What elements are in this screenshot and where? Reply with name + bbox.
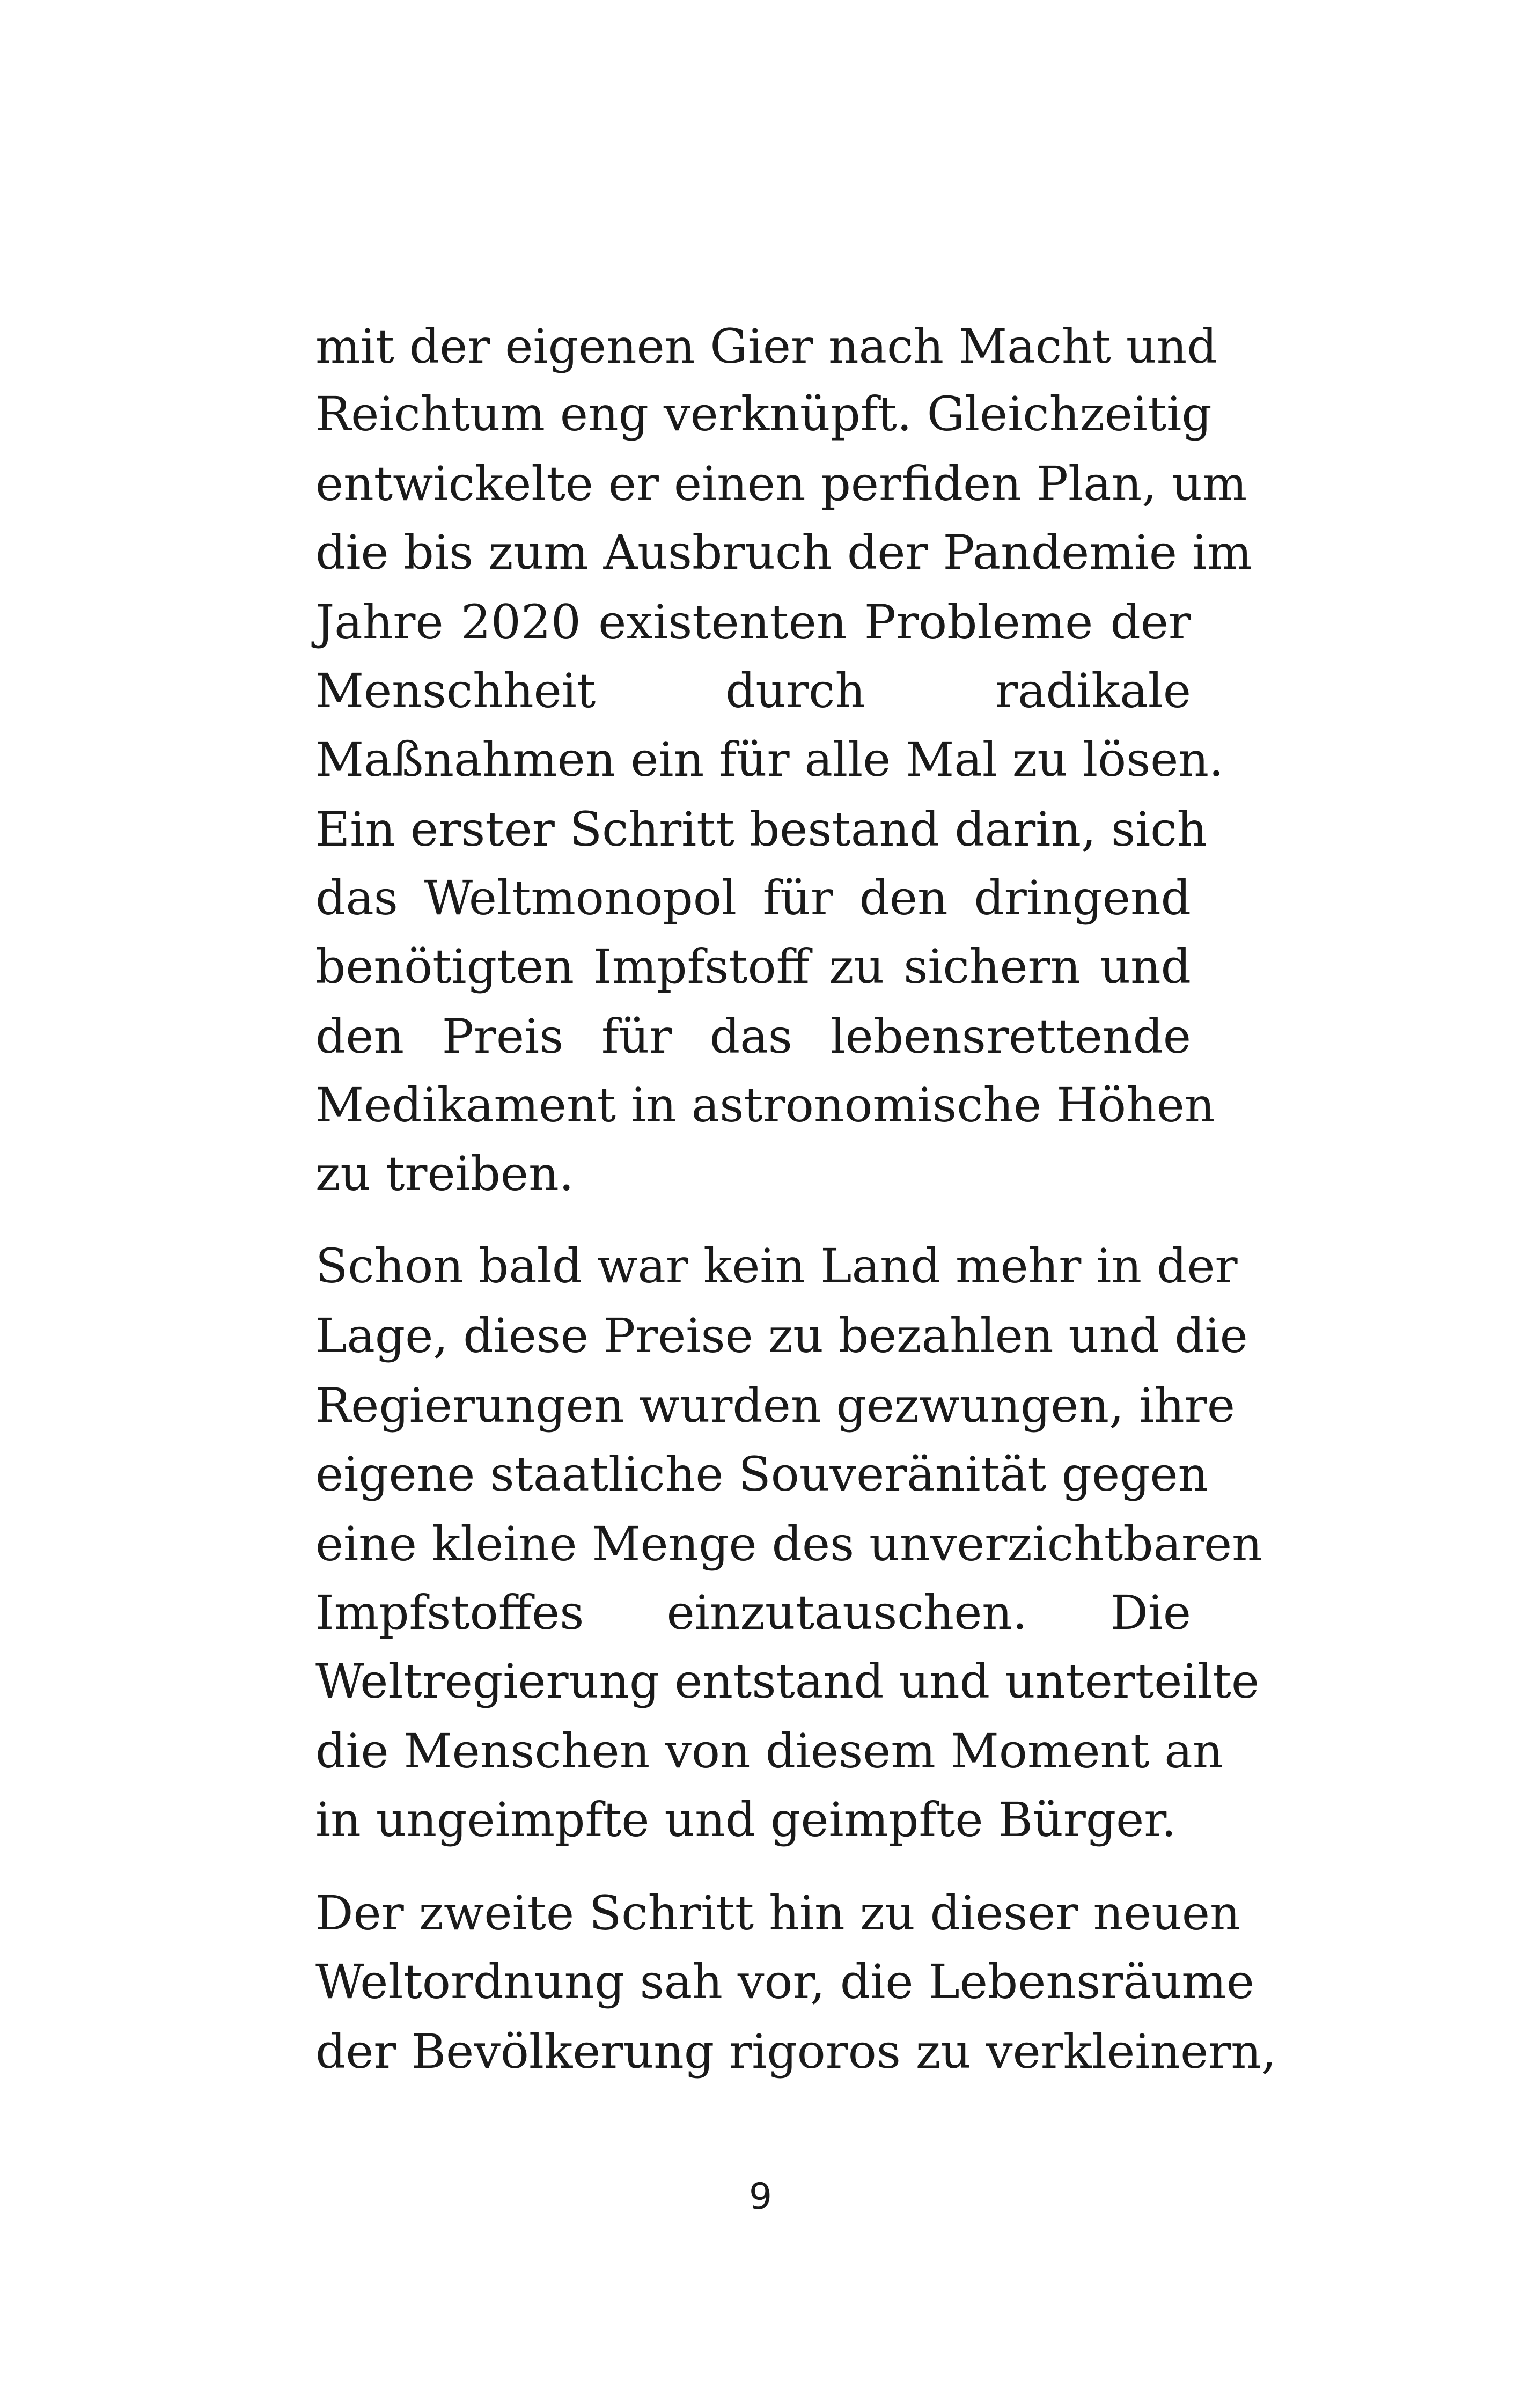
text-line: der Bevölkerung rigoros zu verkleinern, <box>315 2024 1276 2079</box>
text-line: Lage, diese Preise zu bezahlen und die <box>315 1308 1248 1363</box>
text-line: Regierungen wurden gezwungen, ihre <box>315 1378 1235 1433</box>
text-line: Der zweite Schritt hin zu dieser neuen <box>315 1885 1240 1941</box>
text-line: eigene staatliche Souveränität gegen <box>315 1447 1209 1502</box>
page-number: 9 <box>748 2176 773 2218</box>
text-line: die Menschen von diesem Moment an <box>315 1723 1223 1779</box>
text-line: den Preis für das lebensrettende <box>315 1009 1191 1064</box>
text-line: das Weltmonopol für den dringend <box>315 870 1191 926</box>
text-line: Maßnahmen ein für alle Mal zu lösen. <box>315 732 1224 787</box>
text-line: in ungeimpfte und geimpfte Bürger. <box>315 1792 1177 1847</box>
text-line: Reichtum eng verknüpft. Gleichzeitig <box>315 386 1212 442</box>
text-line: entwickelte er einen perfiden Plan, um <box>315 456 1247 511</box>
text-line: benötigten Impfstoff zu sichern und <box>315 939 1191 994</box>
text-line: zu treiben. <box>315 1146 574 1201</box>
text-line: die bis zum Ausbruch der Pandemie im <box>315 525 1252 580</box>
text-line: Menschheit durch radikale <box>315 663 1191 718</box>
text-line: Weltregierung entstand und unterteilte <box>315 1654 1260 1709</box>
text-line: Jahre 2020 existenten Probleme der <box>315 594 1191 650</box>
text-line: Weltordnung sah vor, die Lebensräume <box>315 1954 1254 2009</box>
text-line: Medikament in astronomische Höhen <box>315 1077 1215 1133</box>
text-line: eine kleine Menge des unverzichtbaren <box>315 1516 1262 1572</box>
text-line: Ein erster Schritt bestand darin, sich <box>315 802 1208 857</box>
text-line: mit der eigenen Gier nach Macht und <box>315 319 1217 374</box>
text-line: Schon bald war kein Land mehr in der <box>315 1238 1238 1294</box>
text-line: Impfstoffes einzutauschen. Die <box>315 1585 1191 1640</box>
